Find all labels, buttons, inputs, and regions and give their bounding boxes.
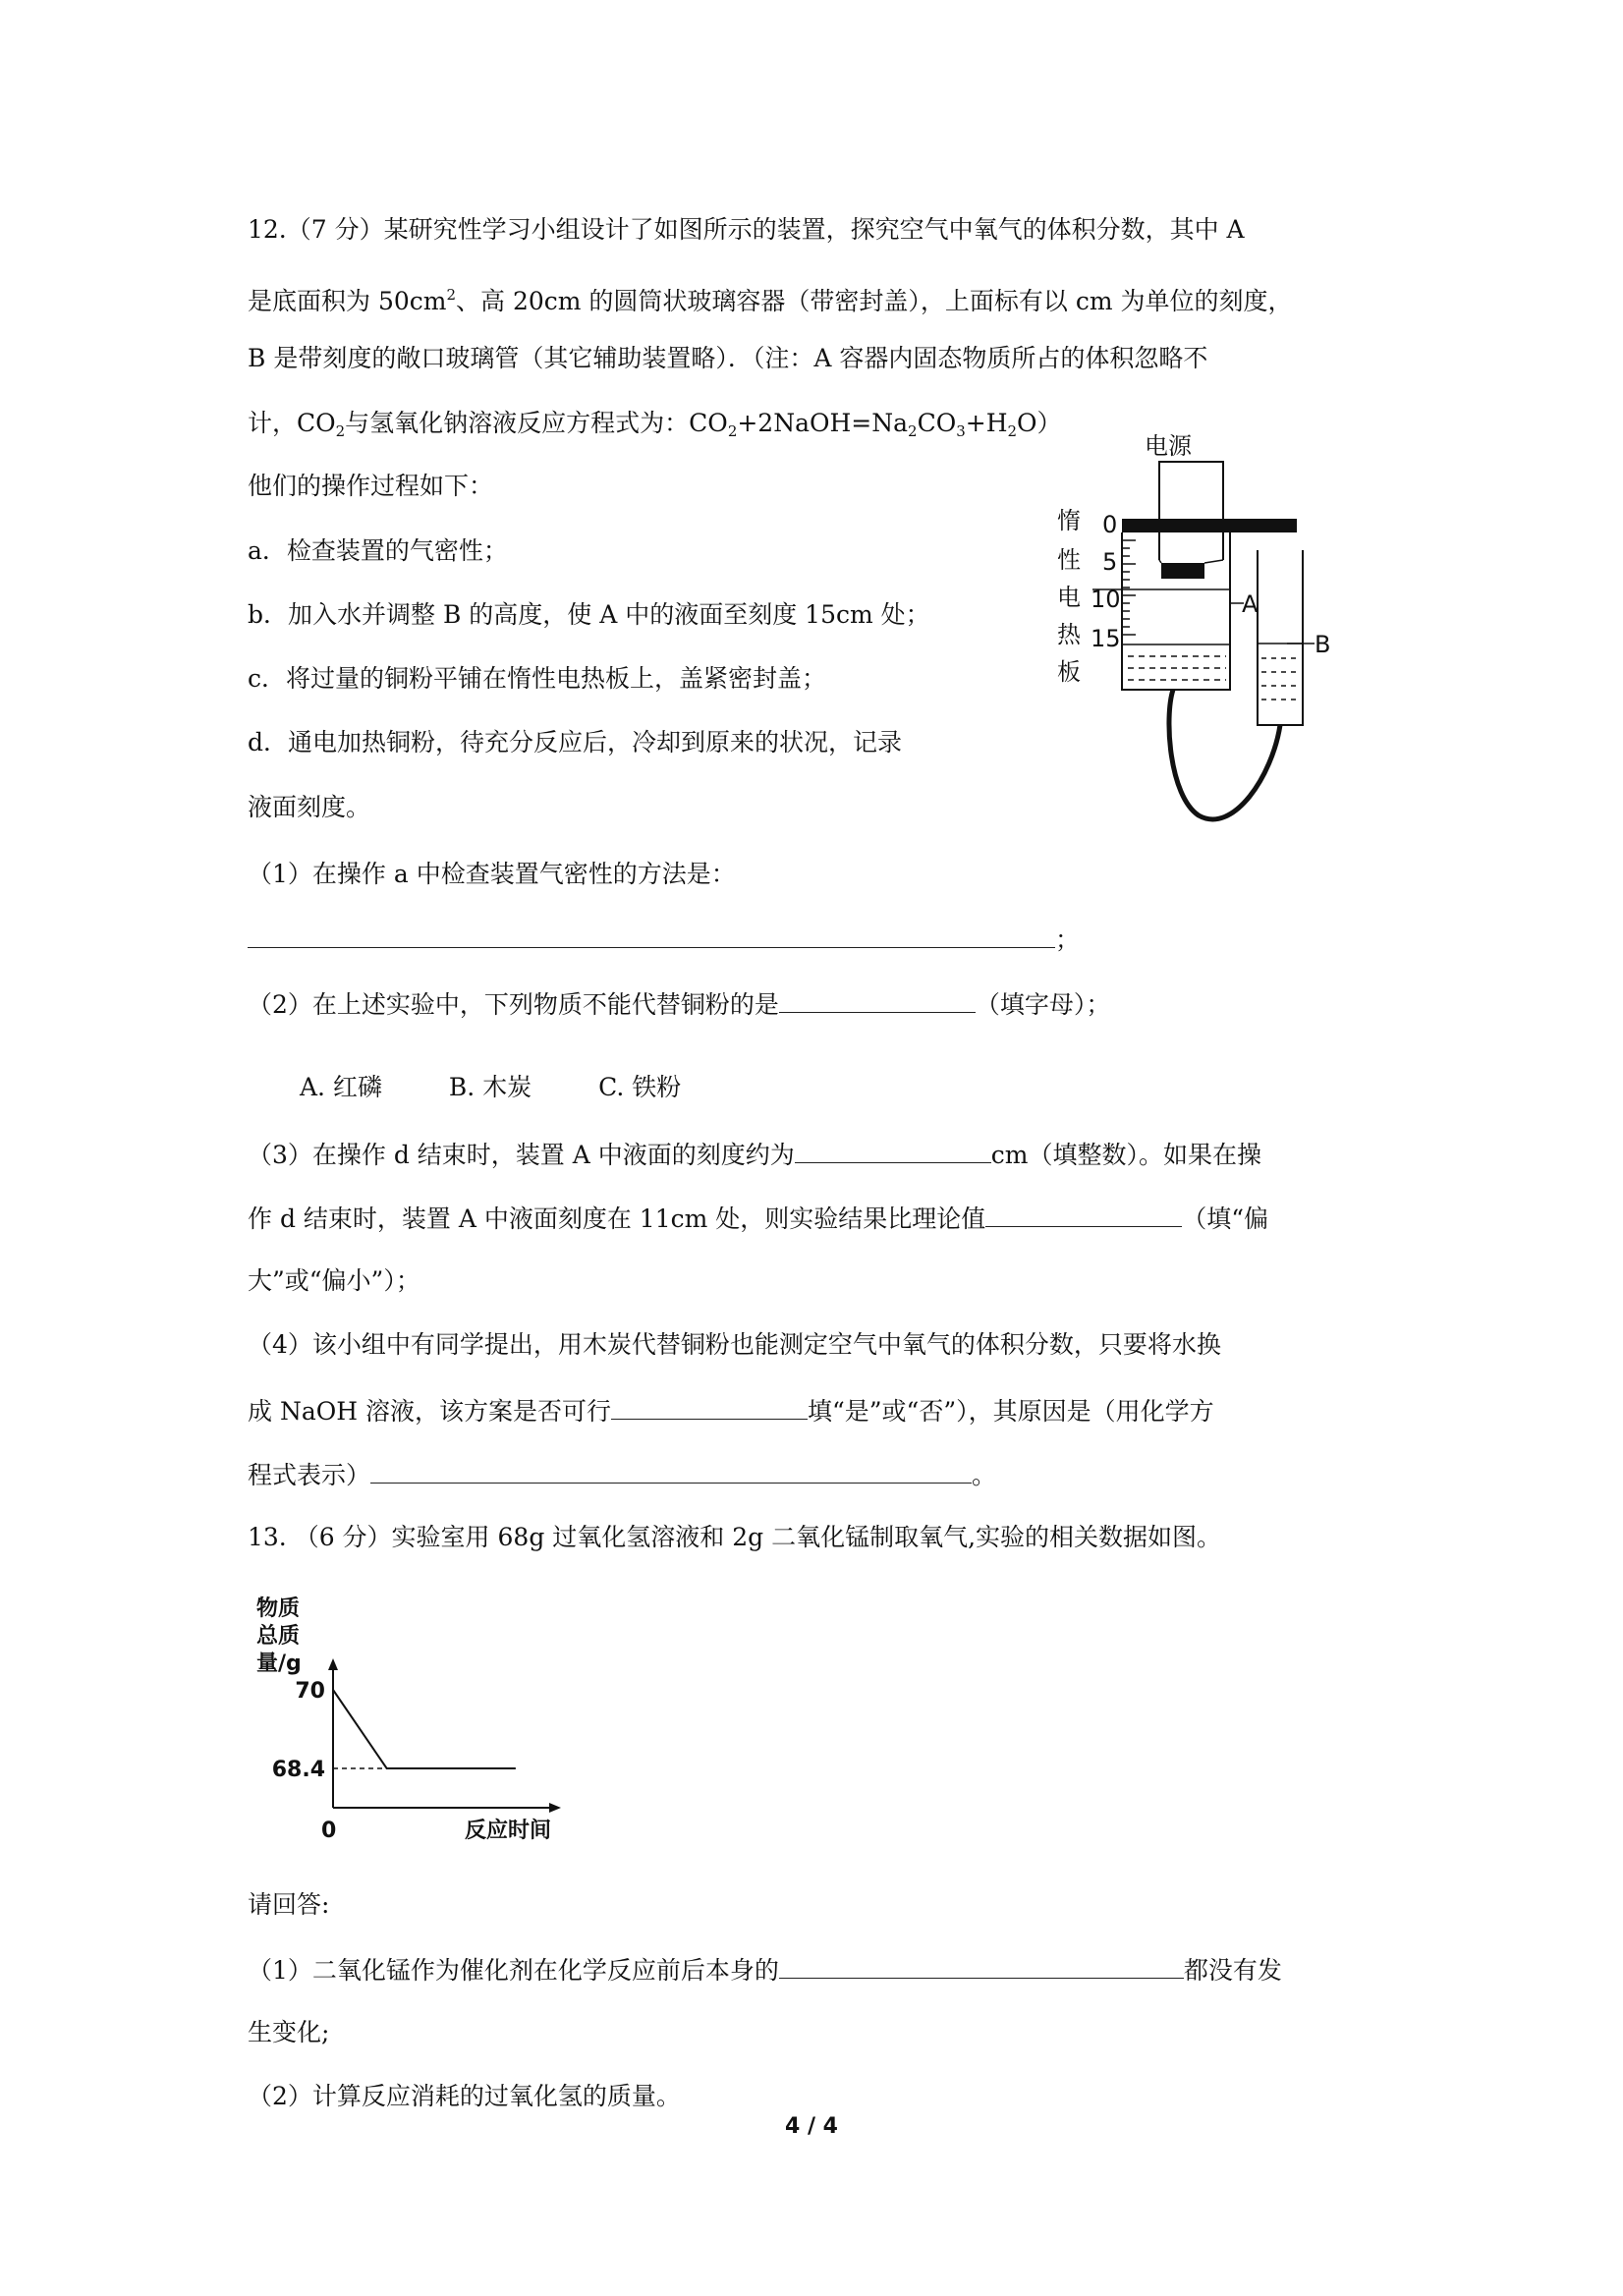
answer-blank[interactable] — [779, 986, 976, 1013]
q13-sub2: （2）计算反应消耗的过氧化氢的质量。 — [248, 2082, 681, 2110]
answer-blank[interactable] — [779, 1952, 1184, 1979]
y-axis-label-line: 量/g — [256, 1652, 302, 1676]
answer-blank[interactable] — [611, 1393, 808, 1420]
step-d-line2: 液面刻度。 — [248, 793, 371, 821]
q12-line1: 12.（7 分）某研究性学习小组设计了如图所示的装置，探究空气中氧气的体积分数，其中 A — [248, 215, 1245, 244]
scale-15: 15 — [1091, 625, 1121, 652]
q12-sub1: （1）在操作 a 中检查装置气密性的方法是： — [248, 860, 736, 888]
option-c: C. 铁粉 — [598, 1073, 682, 1101]
step-c: c．将过量的铜粉平铺在惰性电热板上，盖紧密封盖； — [248, 664, 827, 693]
scale-5: 5 — [1102, 548, 1118, 576]
mass-time-chart — [251, 1592, 614, 1847]
option-a: A. 红磷 — [300, 1073, 382, 1101]
plate-label-char: 性 — [1057, 546, 1081, 574]
y-axis-label-line: 物质 — [256, 1596, 301, 1621]
q12-sub4-line3: 程式表示） 。 — [248, 1457, 996, 1492]
q12-line4: 计，$CO_2$与氢氧化钠溶液反应方程式为：$CO_2+2NaOH=Na_2CO_3+H_2O$） — [248, 409, 1062, 440]
plate-label-char: 惰 — [1057, 507, 1081, 534]
q13-ask: 请回答: — [248, 1890, 330, 1919]
q12-sub2: （2）在上述实验中，下列物质不能代替铜粉的是 （填字母）； — [248, 986, 1110, 1022]
q13-sub1-line2: 生变化; — [248, 2018, 330, 2046]
q12-options — [300, 1071, 740, 1104]
origin-label: 0 — [321, 1819, 337, 1843]
liquid-a — [1128, 656, 1226, 680]
option-b: B. 木炭 — [448, 1073, 532, 1101]
y-axis-arrow — [328, 1658, 338, 1670]
step-d-line1: d．通电加热铜粉，待充分反应后，冷却到原来的状况，记录 — [248, 728, 903, 756]
page-number: 4 / 4 — [785, 2114, 838, 2139]
label-b: B — [1315, 631, 1331, 658]
q13-sub1-line1: （1）二氧化锰作为催化剂在化学反应前后本身的 都没有发 — [248, 1952, 1282, 1988]
answer-blank[interactable] — [370, 1457, 972, 1484]
y-tick-label: 68.4 — [271, 1758, 325, 1782]
q12-sub4-line2: 成 NaOH 溶液，该方案是否可行 填“是”或“否”），其原因是（用化学方 — [248, 1393, 1214, 1428]
q12-sub3-line1: （3）在操作 d 结束时，装置 A 中液面的刻度约为 cm（填整数）。如果在操 — [248, 1137, 1261, 1172]
scale-10: 10 — [1091, 586, 1121, 613]
q12-line3: B 是带刻度的敞口玻璃管（其它辅助装置略）．（注：A 容器内固态物质所占的体积忽略不 — [248, 344, 1208, 372]
scale-0: 0 — [1102, 511, 1118, 538]
series-line — [333, 1690, 516, 1768]
q12-line5: 他们的操作过程如下： — [248, 472, 494, 500]
answer-blank[interactable] — [795, 1137, 991, 1163]
x-axis-label: 反应时间 — [465, 1819, 552, 1843]
answer-blank[interactable] — [985, 1201, 1182, 1227]
step-a: a．检查装置的气密性； — [248, 536, 508, 565]
plate-label-char: 电 — [1057, 584, 1081, 611]
label-a: A — [1242, 590, 1259, 618]
y-axis-label-line: 总质 — [256, 1624, 301, 1649]
scale-ticks — [1122, 540, 1136, 635]
liquid-b — [1261, 658, 1299, 700]
heating-plate — [1161, 563, 1204, 579]
experiment-apparatus-diagram — [1051, 422, 1356, 835]
q12-sub3-line2: 作 d 结束时，装置 A 中液面刻度在 11cm 处，则实验结果比理论值 （填“偏 — [248, 1201, 1268, 1236]
container-a — [1122, 532, 1230, 690]
q12-line2: 是底面积为 $50cm^2$、高 20cm 的圆筒状玻璃容器（带密封盖），上面标有以 cm 为单位的刻度， — [248, 286, 1293, 315]
q12-sub4-line1: （4）该小组中有同学提出，用木炭代替铜粉也能测定空气中氧气的体积分数，只要将水换 — [248, 1330, 1221, 1359]
rubber-tube — [1169, 690, 1280, 819]
q12-sub1-answer-line[interactable]: ； — [248, 922, 1080, 957]
step-b: b．加入水并调整 B 的高度，使 A 中的液面至刻度 15cm 处； — [248, 600, 930, 629]
plate-label-char: 板 — [1057, 658, 1081, 686]
plate-label-char: 热 — [1057, 621, 1081, 648]
q12-sub3-line3: 大”或“偏小”）； — [248, 1266, 420, 1295]
x-axis-arrow — [549, 1803, 561, 1813]
answer-blank[interactable] — [248, 922, 1055, 948]
q13-line1: 13. （6 分）实验室用 68g 过氧化氢溶液和 2g 二氧化锰制取氧气,实验的相关数据如图。 — [248, 1523, 1222, 1551]
power-source-label: 电源 — [1145, 432, 1192, 460]
y-tick-label: 70 — [295, 1679, 325, 1704]
sealed-lid — [1122, 519, 1297, 532]
